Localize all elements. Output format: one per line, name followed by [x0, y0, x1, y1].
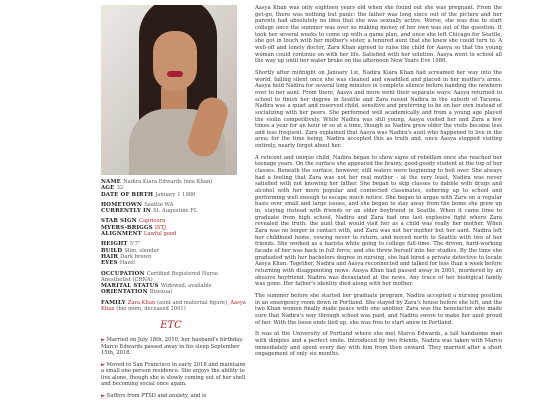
- bullet-marker-icon: ►: [101, 361, 107, 368]
- profile-value: 32: [116, 185, 124, 192]
- profile-key: ORIENTATION: [101, 289, 150, 296]
- profile-value: Bisexual: [149, 289, 173, 296]
- profile-link[interactable]: Zara Khan: [127, 299, 156, 306]
- profile-key: MYERS-BRIGGS: [101, 224, 155, 231]
- biography-paragraph: Aasya Khan was only eighteen years old when she found out she was pregnant. From the get-go, there was nothing but panic: the father was long since out of the picture and her parents had absolutely no idea that she was sexually active. Worse, she was due to start college once the summer was over so making money of her own was out of the question. It took her several weeks to come up with a game plan, and once she left Chicago for Seattle, she got in touch with her mother's sister, a tenured aunt that she knew she could turn to. A well-off and lonely doctor, Zara Khan agreed to raise the child for Aasya so that the young woman could continue on with her life. Satisfied with her solution, Aasya went to school all the way up until her water broke on the afternoon New Years Eve 1986.: [255, 5, 502, 65]
- profile-key: AGE: [101, 185, 117, 192]
- profile-stats: [101, 179, 249, 312]
- profile-key: STAR SIGN: [101, 218, 139, 225]
- character-photo: [101, 5, 237, 175]
- profile-row: [101, 300, 249, 313]
- profile-value: Slim, slender: [124, 247, 160, 254]
- profile-key: BUILD: [101, 247, 125, 254]
- profile-value: 5'7": [129, 241, 141, 248]
- profile-link[interactable]: Aasya Khan: [101, 299, 246, 313]
- biography-paragraph: Shortly after midnight on January 1st, Nadira Kiara Khan had screamed her way into the world, falling silent once she was cleaned and swaddled and placed in her mother's arms. Aasya held Nadira for several long minutes in complete silence before handing the newborn over to her aunt. From there, Aasya and more went their separate ways: Aasya returned to school to finish her degree in Seattle and Zara raised Nadira in the suburb of Tacoma. Nadira was a quiet and reserved child, sensitive and preferring to be on her own instead of socializing with her peers. She performed well academically and from a young age played the violin competitively. While Nadira was still young, Aasya visited her and Zara a few times a year for an hour or so at a time, though as Nadira grew older the visits became less and less frequent. Zara explained that Aasya was Nadira's aunt who happened to live in the area; for the time being, Nadira accepted this as truth and, once Aasya stopped visiting entirely, nearly forgot about her.: [255, 69, 502, 150]
- character-sidebar: [101, 5, 249, 404]
- profile-link[interactable]: Lawful good: [143, 231, 177, 238]
- profile-key: HAIR: [101, 253, 121, 260]
- profile-value: Certified Registered Nurse Anesthetist (CRNA): [101, 270, 218, 283]
- profile-row: [101, 271, 249, 284]
- profile-value: (aunt and maternal figure),: [155, 299, 231, 306]
- etc-bullets: [101, 337, 249, 399]
- profile-key: FAMILY: [101, 299, 128, 306]
- profile-value: Hazel: [119, 260, 135, 267]
- profile-key: MARITAL STATUS: [101, 283, 161, 290]
- profile-key: CURRENTLY IN: [101, 208, 154, 215]
- profile-value: Widowed, available: [160, 283, 212, 290]
- biography-paragraph: The summer before she started her graduate program, Nadira accepted a nursing position in an emergency room down in Portland. She stayed by Zara's house before she left, and the two Khan women finally made peace with one another. Zara was the benefactor who made sure that Nadira's way through school was paid, and Nadira swore to make her aunt proud of her. With the loose ends tied up, she was free to start anew in Portland.: [255, 292, 502, 326]
- profile-key: NAME: [101, 179, 124, 185]
- biography-paragraph: A reticent and unique child, Nadira began to show signs of rebellion once she reached her teenage years. On the surface she appeared the brainy, good-goody student at the top of her classes. Beneath the surface, however, still waters were beginning to boil over. She always had a feeling that Zara was not her real mother - at the very least, Nadira was never satisfied with not knowing her father. She began to skip classes to dabble with drugs and alcohol with her more popular and connected classmates, sobering up to school and performing well enough to escape much notice. She began to argue with Zara on a regular basis over small and large issues, and she began to stay away from the home she grew up in, staying instead with friends or an older boyfriend in Seattle. When it came time to graduate from high school, Nadira and Zara had one last explosive fight where Zara revealed the truth: the aunt that would visit her as a child was really her mother. When Zara was no longer in contact with, and Zara was not her mother but her aunt. Nadira left her childhood home, vowing never to return, and moved north to Seattle with two of her friends. She worked as a barista while going to college full-time. The driven, hard-working facade of her was back in full force, and she threw herself into her studies. By the time she graduated with her bachelors degree in nursing, she had hired a private detective to locate Aasya Khan. Together, Nadira and Aasya reconnected and talked for less than a week before returning with disappointing news: Aasya Khan had passed away in 2001, murdered by an abusive boyfriend. Nadira was devastated at the news. Any trace of her biological family was gone. Her father's identity died along with her mother.: [255, 154, 503, 288]
- biography-paragraph: It was at the University of Portland where she met Marco Edwards, a tall handsome man with dimples and a perfect smile. Introduced by two friends, Nadira was taken with Marco immediately and spent every day with him from then onward. They married after a short engagement of only six months.: [255, 331, 502, 358]
- profile-key: EYES: [101, 260, 120, 267]
- bullet-marker-icon: ►: [101, 337, 107, 344]
- etc-bullet: ► Suffers from PTSD and anxiety, and is: [101, 392, 207, 399]
- etc-heading: ETC: [160, 320, 182, 332]
- profile-link[interactable]: ISTJ: [154, 224, 167, 231]
- etc-bullet: ► Married on July 18th, 2010, her husband's birthday. Marco Edwards passed away in his sleep September 15th, 2018.: [101, 337, 244, 357]
- bullet-marker-icon: ►: [101, 392, 107, 399]
- profile-value: Dark brown: [120, 253, 152, 260]
- profile-key: HOMETOWN: [101, 201, 145, 208]
- profile-value: St. Augustine FL: [153, 208, 198, 215]
- profile-key: HEIGHT: [101, 241, 130, 248]
- profile-value: (bio mom, deceased 2001): [114, 306, 186, 313]
- profile-key: ALIGNMENT: [101, 231, 144, 238]
- profile-key: OCCUPATION: [101, 270, 147, 277]
- etc-bullet: ► Moved to San Francisco in early 2018 and maintains a small one-person residence. She enjoys the ability to live alone, though she is slowly coming out of her shell and becoming social once again.: [101, 361, 246, 388]
- profile-value: Seattle WA: [144, 201, 174, 208]
- profile-value: Nadira Kiara Edwards (née Khan): [123, 179, 213, 185]
- biography-text: [255, 5, 502, 363]
- profile-value: January 1 1986: [155, 191, 196, 198]
- profile-key: DATE OF BIRTH: [101, 191, 156, 198]
- profile-link[interactable]: Capricorn: [138, 218, 166, 225]
